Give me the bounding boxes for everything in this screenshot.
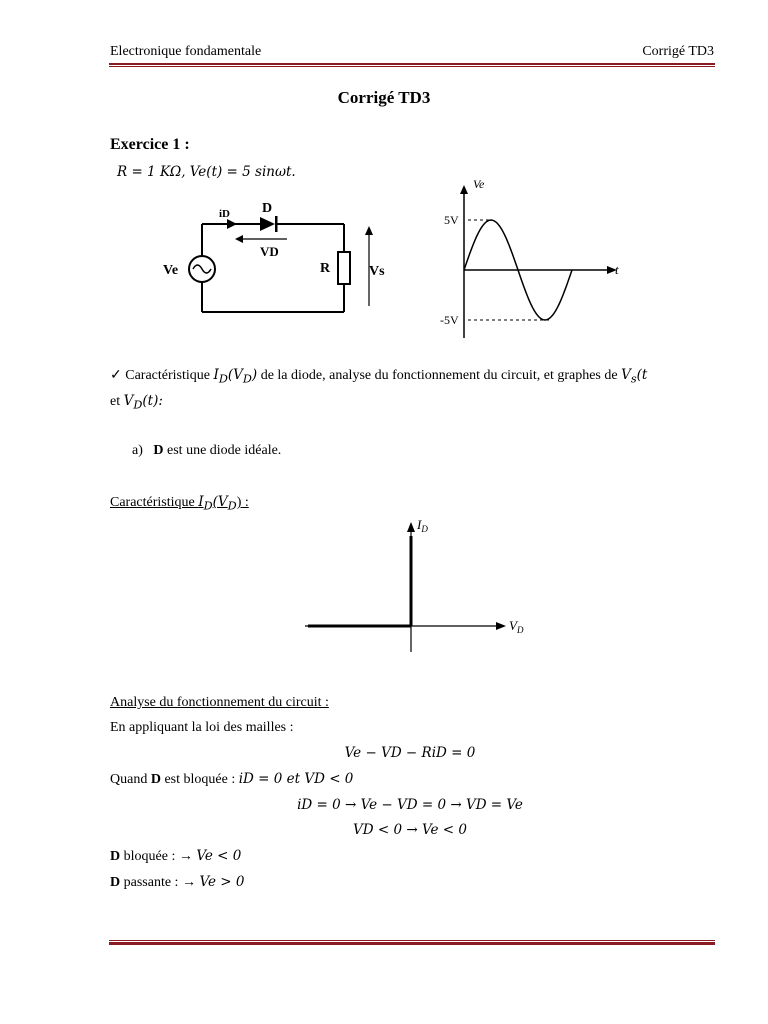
page-title: Corrigé TD3 <box>337 88 431 107</box>
intro-text-b: de la diode, analyse du fonctionnement du circuit, et graphes de <box>257 368 622 383</box>
footer-rule-2 <box>109 942 715 945</box>
wave-x-label: t <box>615 262 619 277</box>
analysis-intro: En appliquant la loi des mailles : <box>110 720 294 735</box>
intro-math-vs: $V_s(t$ <box>621 367 648 386</box>
wave-min-label: -5V <box>440 313 459 327</box>
intro-line-2: et $V_D(t)$: <box>110 393 163 412</box>
header-rule <box>109 63 715 65</box>
exercise-title: Exercice 1 : <box>110 136 190 153</box>
line-passing: D passante : → Ve > 0 <box>110 874 245 890</box>
header-right: Corrigé TD3 <box>642 44 714 59</box>
characteristic-heading: Caractéristique $I_D(V_D)$ : <box>110 494 249 513</box>
equation-1: Ve − VD − RiD = 0 <box>344 745 476 761</box>
label-r: R <box>320 261 331 276</box>
equation-2: iD = 0 → Ve − VD = 0 → VD = Ve <box>297 797 523 813</box>
char-x-label: $V_D$ <box>509 618 524 635</box>
intro-text-a: Caractéristique <box>125 368 214 383</box>
header-left: Electronique fondamentale <box>110 44 262 59</box>
intro-line-1 <box>110 367 647 386</box>
case-a: a) D est une diode idéale. <box>132 443 282 458</box>
characteristic-graph <box>300 512 535 657</box>
circuit-diagram <box>155 196 400 321</box>
wave-max-label: 5V <box>444 213 459 227</box>
wave-y-label: Ve <box>473 177 485 191</box>
blocked-condition: Quand D est bloquée : iD = 0 et VD < 0 <box>110 771 354 787</box>
label-ve: Ve <box>163 263 179 278</box>
footer-rule <box>109 940 715 941</box>
intro-math-id: $I_D(V_D)$ <box>213 367 258 386</box>
label-vs: Vs <box>369 264 385 279</box>
char-y-label: $I_D$ <box>417 517 428 534</box>
equation-3: VD < 0 → Ve < 0 <box>353 822 467 838</box>
check-mark: ✓ <box>110 368 122 383</box>
analysis-heading: Analyse du fonctionnement du circuit : <box>110 695 329 710</box>
header-rule-2 <box>109 66 715 67</box>
exercise-given: R = 1 KΩ, Ve(t) = 5 sinωt. <box>117 164 296 180</box>
label-diode: D <box>262 201 273 216</box>
line-blocked: D bloquée : → Ve < 0 <box>110 848 242 864</box>
waveform-graph <box>435 172 630 344</box>
label-id: iD <box>219 208 230 220</box>
label-vd: VD <box>260 244 279 259</box>
